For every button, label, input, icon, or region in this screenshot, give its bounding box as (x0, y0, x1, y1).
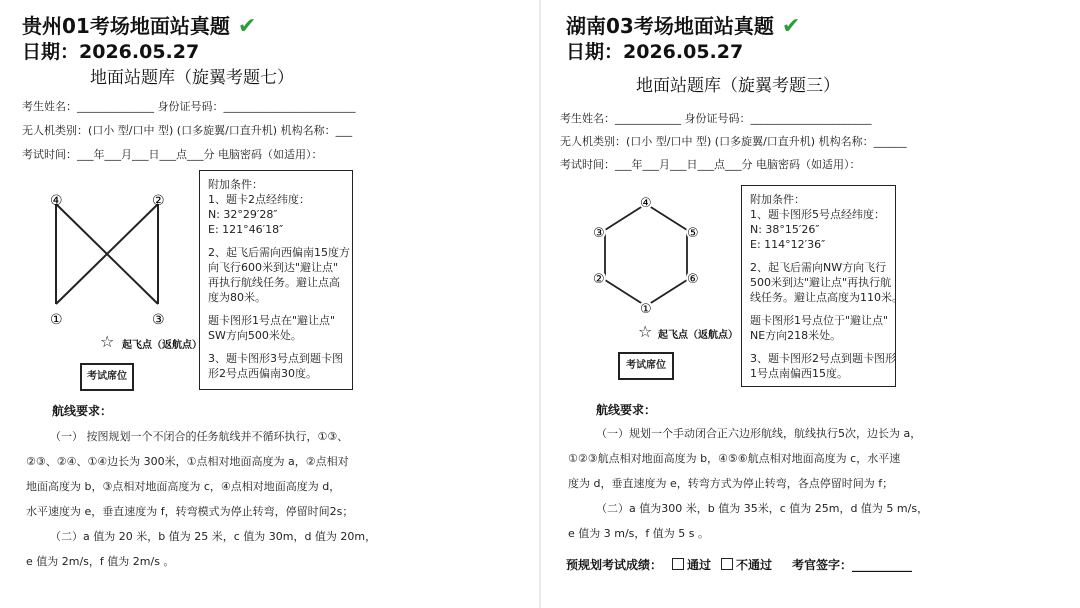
right-date: 日期：2026.05.27 (566, 41, 744, 63)
condition-line: 题卡图形1号点位于"避让点" (750, 314, 889, 327)
condition-line: E: 114°12′36″ (750, 238, 826, 251)
examiner-signature: 考官签字：__________ (792, 558, 913, 572)
check-icon: ✔ (781, 14, 801, 39)
left-header (22, 10, 256, 39)
condition-line: 2、起飞后需向NW方向飞行 (750, 261, 887, 274)
check-icon: ✔ (237, 14, 257, 39)
node-label: ③ (152, 312, 165, 328)
right-subtitle: 地面站题库（旋翼考题三） (636, 76, 840, 96)
right-header-text: 湖南03考场地面站真题 (566, 14, 774, 38)
left-subtitle: 地面站题库（旋翼考题七） (90, 68, 294, 88)
right-exam-sheet (542, 0, 1078, 608)
condition-line: 度为80米。 (208, 291, 266, 304)
condition-line: 1、题卡图形5号点经纬度： (750, 208, 885, 221)
condition-line: 向飞行600米到达"避让点" (208, 261, 339, 274)
node-label: ① (640, 302, 652, 317)
node-label: ② (593, 272, 605, 287)
right-conditions-box (741, 185, 903, 387)
condition-line: 1、题卡2点经纬度： (208, 193, 310, 206)
star-icon: ☆ (100, 332, 115, 351)
condition-line: 线任务。避让点高度为110米。 (750, 291, 903, 304)
right-type-line: 无人机类别：(口小 型/口中 型) (口多旋翼/口直升机) 机构名称：______ (560, 135, 907, 148)
result-label: 预规划考试成绩： (566, 558, 663, 572)
node-label: ④ (50, 193, 63, 209)
node-label: ⑤ (687, 226, 699, 241)
left-route-diagram (40, 188, 180, 328)
left-route-line: 水平速度为 e，垂直速度为 f，转弯模式为停止转弯，停留时间2s； (26, 505, 354, 518)
node-label: ③ (593, 226, 605, 241)
condition-line: 形2号点西偏南30度。 (208, 367, 317, 380)
left-name-line: 考生姓名：______________ 身份证号码：________________________ (22, 100, 356, 113)
pass-checkbox[interactable] (672, 558, 684, 570)
left-exam-sheet (0, 0, 536, 608)
condition-line: 1号点南偏西15度。 (750, 367, 848, 380)
left-route-line: 地面高度为 b，③点相对地面高度为 c，④点相对地面高度为 d， (26, 480, 341, 493)
right-time-line: 考试时间：___年___月___日___点___分 电脑密码（如适用）： (560, 158, 861, 171)
condition-line: 3、题卡图形2号点到题卡图形 (750, 352, 896, 365)
condition-line: N: 38°15′26″ (750, 223, 820, 236)
left-date: 日期：2026.05.27 (22, 41, 200, 63)
right-seat-label: 考试席位 (618, 352, 674, 380)
node-label: ① (50, 312, 63, 328)
right-start-label: 起飞点（返航点） (658, 330, 738, 341)
left-route-title: 航线要求： (52, 404, 113, 418)
node-label: ⑥ (687, 272, 699, 287)
right-route-line: 度为 d，垂直速度为 e，转弯方式为停止转弯，各点停留时间为 f； (568, 477, 894, 490)
left-header-text: 贵州01考场地面站真题 (22, 14, 230, 38)
condition-line: 附加条件： (208, 178, 263, 191)
left-conditions-box (199, 170, 353, 390)
left-route-line: ②③、②④、①④边长为 300米，①点相对地面高度为 a，②点相对 (26, 455, 349, 468)
condition-line: 再执行航线任务。避让点高 (208, 276, 340, 289)
condition-line: 附加条件： (750, 193, 805, 206)
right-route-title: 航线要求： (596, 403, 657, 417)
left-type-line: 无人机类别：(口小 型/口中 型) (口多旋翼/口直升机) 机构名称：___ (22, 124, 353, 137)
right-route-line: （一）规划一个手动闭合正六边形航线，航线执行5次，边长为 a， (596, 427, 922, 440)
star-icon: ☆ (638, 322, 653, 341)
right-route-line: （二）a 值为300 米，b 值为 35米，c 值为 25m，d 值为 5 m/s， (596, 502, 929, 515)
condition-line: E: 121°46′18″ (208, 223, 284, 236)
condition-line: SW方向500米处。 (208, 329, 302, 342)
condition-line: 500米到达"避让点"再执行航 (750, 276, 892, 289)
pass-label: 通过 (687, 558, 712, 572)
left-route-line: （二）a 值为 20 米，b 值为 25 米，c 值为 30m，d 值为 20m， (50, 530, 377, 543)
fail-checkbox[interactable] (721, 558, 733, 570)
left-route-line: （一） 按图规划一个不闭合的任务航线并不循环执行，①③、 (50, 430, 349, 443)
fail-label: 不通过 (736, 558, 773, 572)
left-seat-label: 考试席位 (80, 363, 134, 391)
condition-line: NE方向218米处。 (750, 329, 842, 342)
left-time-line: 考试时间：___年___月___日___点___分 电脑密码（如适用）： (22, 148, 323, 161)
page-divider (539, 0, 541, 608)
condition-line: 题卡图形1号点在"避让点" (208, 314, 336, 327)
node-label: ④ (640, 196, 652, 211)
left-route-line: e 值为 2m/s，f 值为 2m/s 。 (26, 555, 175, 568)
right-route-line: e 值为 3 m/s，f 值为 5 s 。 (568, 527, 709, 540)
right-header (566, 10, 800, 39)
right-name-line: 考生姓名：____________ 身份证号码：______________________ (560, 112, 872, 125)
left-start-label: 起飞点（返航点） (122, 340, 202, 351)
node-label: ② (152, 193, 165, 209)
condition-line: N: 32°29′28″ (208, 208, 278, 221)
hexagon-route (605, 204, 687, 306)
right-route-line: ①②③航点相对地面高度为 b，④⑤⑥航点相对地面高度为 c，水平速 (568, 452, 901, 465)
condition-line: 2、起飞后需向西偏南15度方 (208, 246, 350, 259)
right-route-diagram (588, 190, 708, 322)
condition-line: 3、题卡图形3号点到题卡图 (208, 352, 343, 365)
right-result-row (566, 556, 912, 573)
